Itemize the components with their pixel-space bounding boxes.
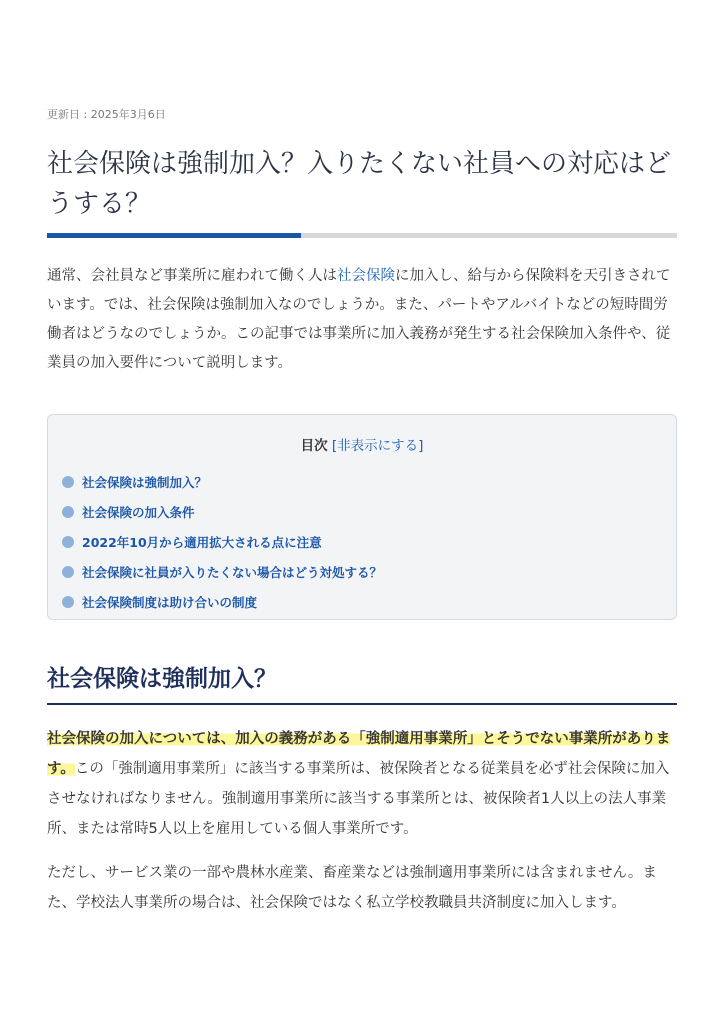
toc-bullet-icon	[62, 506, 74, 518]
title-underline-accent	[47, 233, 301, 238]
paragraph-text: この「強制適用事業所」に該当する事業所は、被保険者となる従業員を必ず社会保険に加入させなければなりません。強制適用事業所に該当する事業所とは、被保険者1人以上の法人事業所、または常時5人以上を雇用している個人事業所です。	[47, 761, 670, 837]
toc-item-coverage-expansion[interactable]	[62, 527, 382, 557]
section-paragraph-1	[47, 724, 677, 844]
intro-text-after-link: に加入し、給与から保険料を天引きされています。では、社会保険は強制加入なのでしょうか。また、パートやアルバイトなどの短時間労働者はどうなのでしょうか。この記事では事業所に加入義務が発生する社会保険加入条件や、従業員の加入要件について説明します。	[47, 268, 671, 371]
toc-bullet-icon	[62, 566, 74, 578]
highlighted-text: 社会保険の加入については、加入の義務がある「強制適用事業所」とそうでない事業所があります。	[47, 731, 671, 777]
section-paragraph-2: ただし、サービス業の一部や農林水産業、畜産業などは強制適用事業所には含まれません。また、学校法人事業所の場合は、社会保険ではなく私立学校教職員共済制度に加入します。	[47, 865, 657, 911]
toc-item-unwilling-employees[interactable]	[62, 557, 382, 587]
toc-hide-toggle[interactable]: [非表示にする]	[331, 438, 424, 454]
toc-item-label: 2022年10月から適用拡大される点に注意	[82, 535, 322, 550]
intro-paragraph	[47, 262, 677, 378]
toc-item-label: 社会保険は強制加入？	[82, 475, 208, 490]
toc-item-label: 社会保険制度は助け合いの制度	[82, 595, 258, 610]
toc-item-label: 社会保険の加入条件	[82, 505, 195, 520]
section-heading: 社会保険は強制加入？	[47, 666, 277, 692]
toc-item-label: 社会保険に社員が入りたくない場合はどう対処する？	[82, 565, 383, 580]
intro-text-before-link: 通常、会社員など事業所に雇われて働く人は	[47, 268, 337, 284]
toc-item-compulsory-enrollment[interactable]	[62, 467, 382, 497]
page-title: 社会保険は強制加入？入りたくない社員への対応はどうする？	[47, 149, 672, 219]
toc-header	[48, 434, 676, 454]
toc-bullet-icon	[62, 536, 74, 548]
table-of-contents	[47, 414, 677, 620]
title-underline	[47, 233, 677, 238]
toc-list	[62, 467, 382, 617]
toc-heading: 目次	[300, 438, 328, 454]
toc-bullet-icon	[62, 596, 74, 608]
social-insurance-link[interactable]: 社会保険	[337, 268, 395, 284]
updated-date: 更新日 : 2025年3月6日	[47, 108, 166, 121]
section-heading-underline	[47, 703, 677, 705]
toc-item-mutual-aid[interactable]	[62, 587, 382, 617]
toc-bullet-icon	[62, 476, 74, 488]
toc-item-enrollment-conditions[interactable]	[62, 497, 382, 527]
